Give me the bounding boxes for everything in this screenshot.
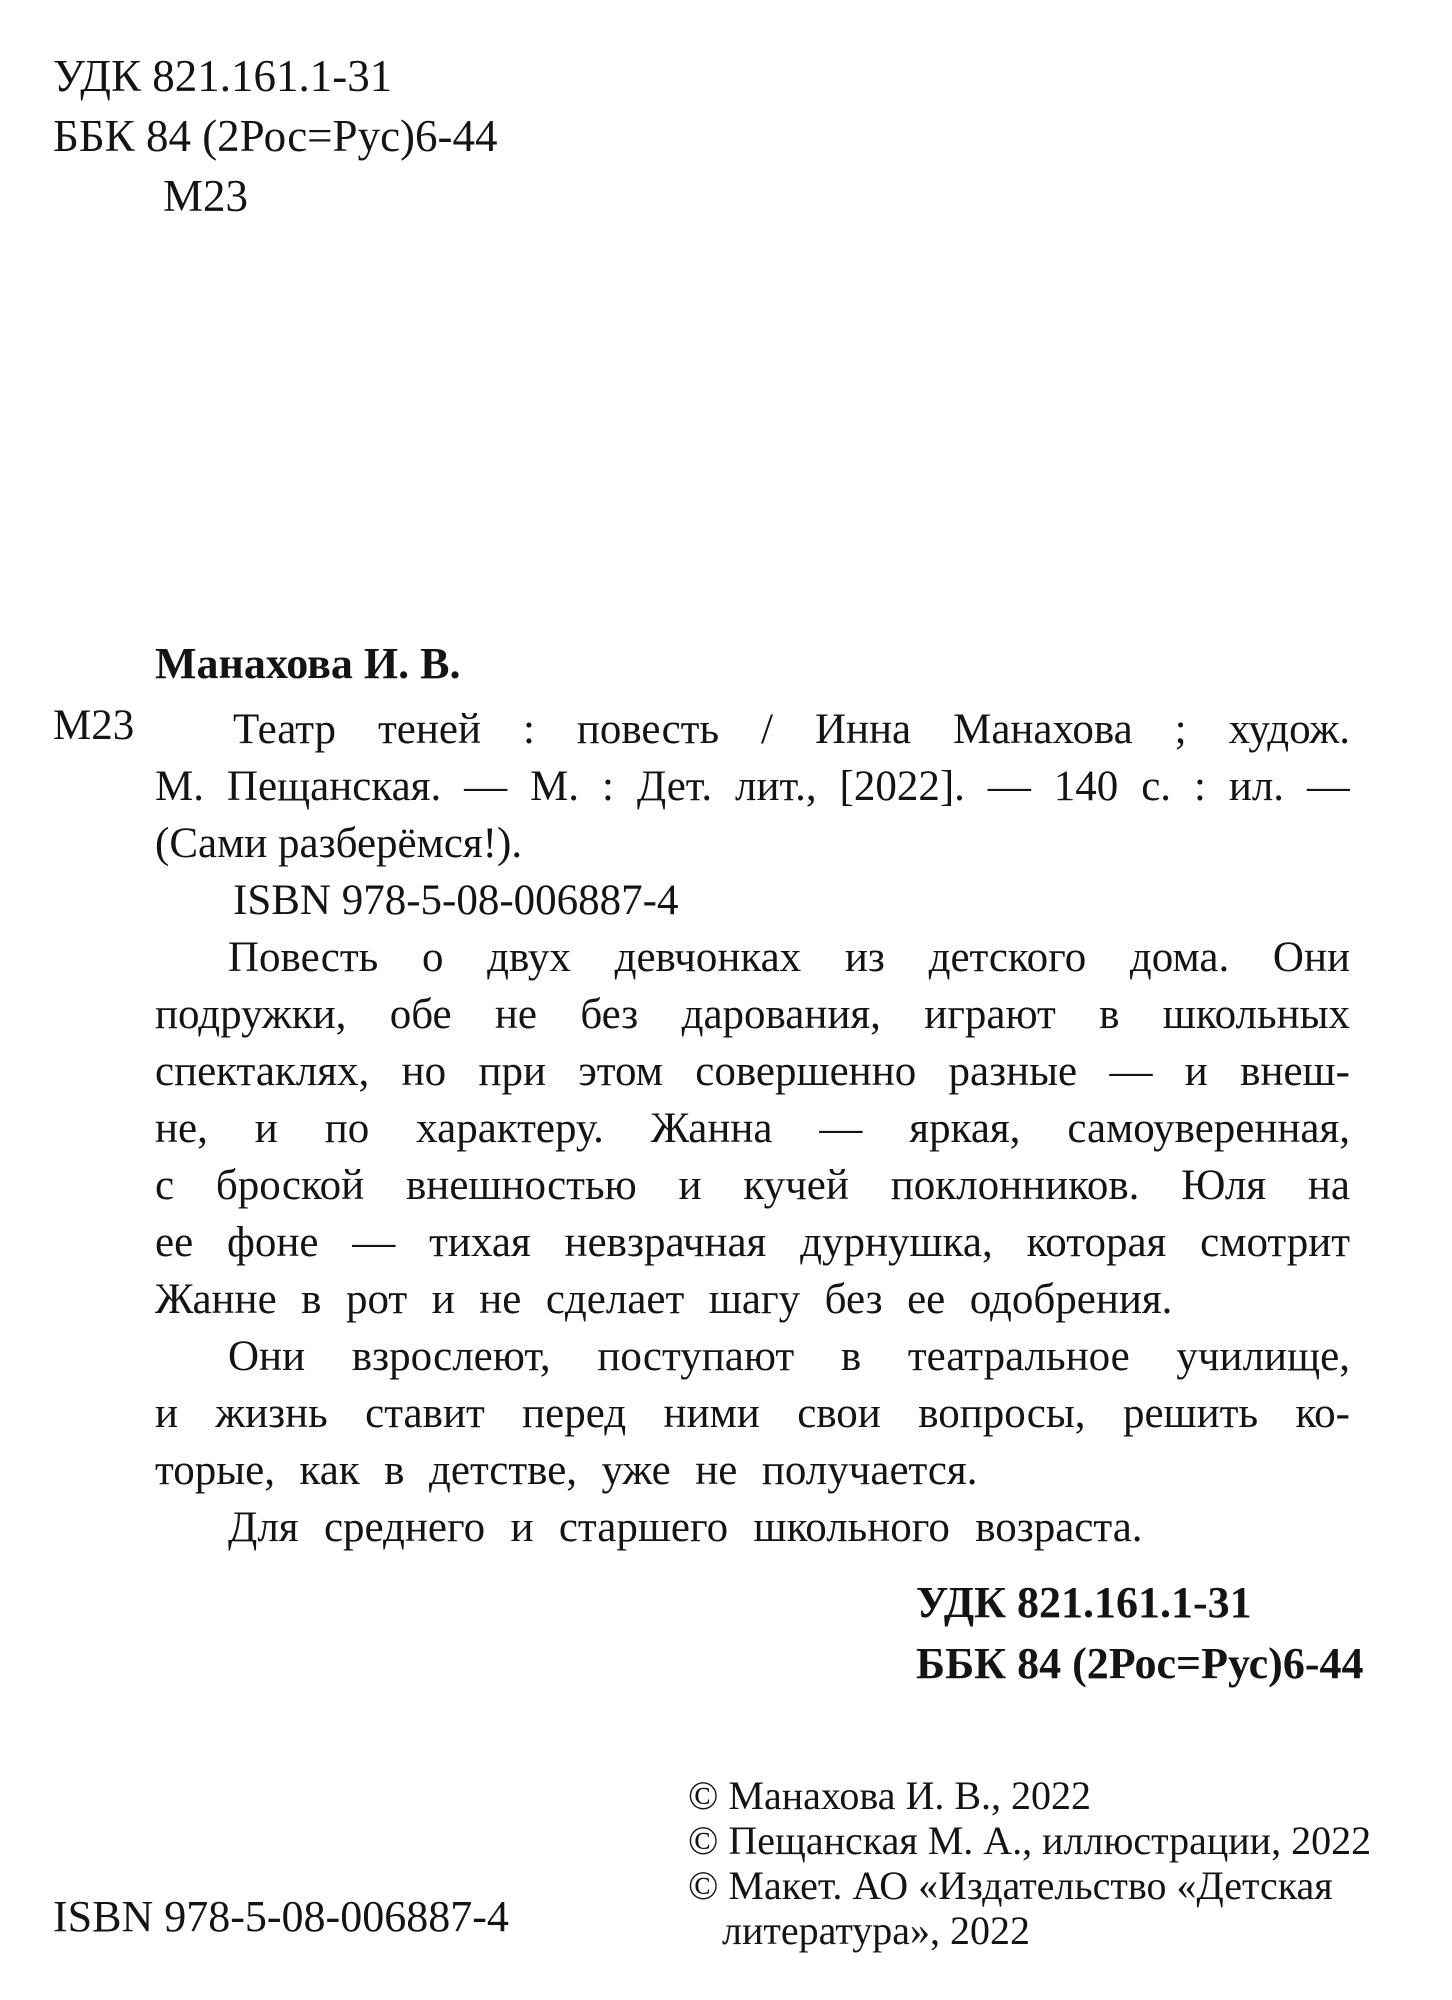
annotation-line: не, и по характеру. Жанна — яркая, самоуверенная, bbox=[155, 1105, 1350, 1152]
copyright-line: © Манахова И. В., 2022 bbox=[688, 1773, 1092, 1818]
udk-number: УДК 821.161.1-31 bbox=[53, 51, 393, 101]
annotation-line: Жанне в рот и не сделает шагу без ее одобрения. bbox=[155, 1276, 1173, 1323]
author-sign-code: М23 bbox=[163, 171, 249, 221]
classification-block bbox=[916, 1572, 1363, 1694]
annotation-line: и жизнь ставит перед ними свои вопросы, решить ко- bbox=[155, 1390, 1350, 1437]
copyright-line: © Пещанская М. А., иллюстрации, 2022 bbox=[688, 1818, 1372, 1863]
annotation-line: ее фоне — тихая невзрачная дурнушка, которая смотрит bbox=[155, 1219, 1350, 1266]
bbk-number-bold: ББК 84 (2Рос=Рус)6-44 bbox=[916, 1639, 1364, 1688]
annotation-line: Повесть о двух девчонках из детского дома. Они bbox=[228, 934, 1350, 981]
audience-note: Для среднего и старшего школьного возраста. bbox=[228, 1504, 1143, 1551]
catalog-card-line: М. Пещанская. — М. : Дет. лит., [2022]. — 140 с. : ил. — bbox=[155, 763, 1350, 810]
isbn-entry: ISBN 978-5-08-006887-4 bbox=[233, 877, 679, 924]
catalog-card-line: Театр теней : повесть / Инна Манахова ; худож. bbox=[233, 706, 1350, 753]
top-classification-block bbox=[53, 46, 498, 226]
udk-number-bold: УДК 821.161.1-31 bbox=[916, 1578, 1252, 1627]
annotation-line: Они взрослеют, поступают в театральное училище, bbox=[228, 1333, 1350, 1380]
annotation-line: с броской внешностью и кучей поклонников. Юля на bbox=[155, 1162, 1350, 1209]
isbn-bottom: ISBN 978-5-08-006887-4 bbox=[53, 1892, 509, 1941]
text-column bbox=[155, 701, 1350, 1556]
copyright-line: © Макет. АО «Издательство «Детская bbox=[688, 1863, 1333, 1908]
bbk-number: ББК 84 (2Рос=Рус)6-44 bbox=[53, 111, 498, 161]
annotation-line: спектаклях, но при этом совершенно разные — и внеш- bbox=[155, 1048, 1350, 1095]
annotation-line: подружки, обе не без дарования, играют в школьных bbox=[155, 991, 1350, 1038]
author-heading: Манахова И. В. bbox=[155, 639, 461, 688]
copyright-block bbox=[688, 1773, 1371, 1953]
catalog-card-line: (Сами разберёмся!). bbox=[155, 820, 523, 867]
copyright-line: литература», 2022 bbox=[722, 1908, 1031, 1953]
annotation-line: торые, как в детстве, уже не получается. bbox=[155, 1447, 978, 1494]
catalog-card-code: М23 bbox=[53, 702, 135, 749]
